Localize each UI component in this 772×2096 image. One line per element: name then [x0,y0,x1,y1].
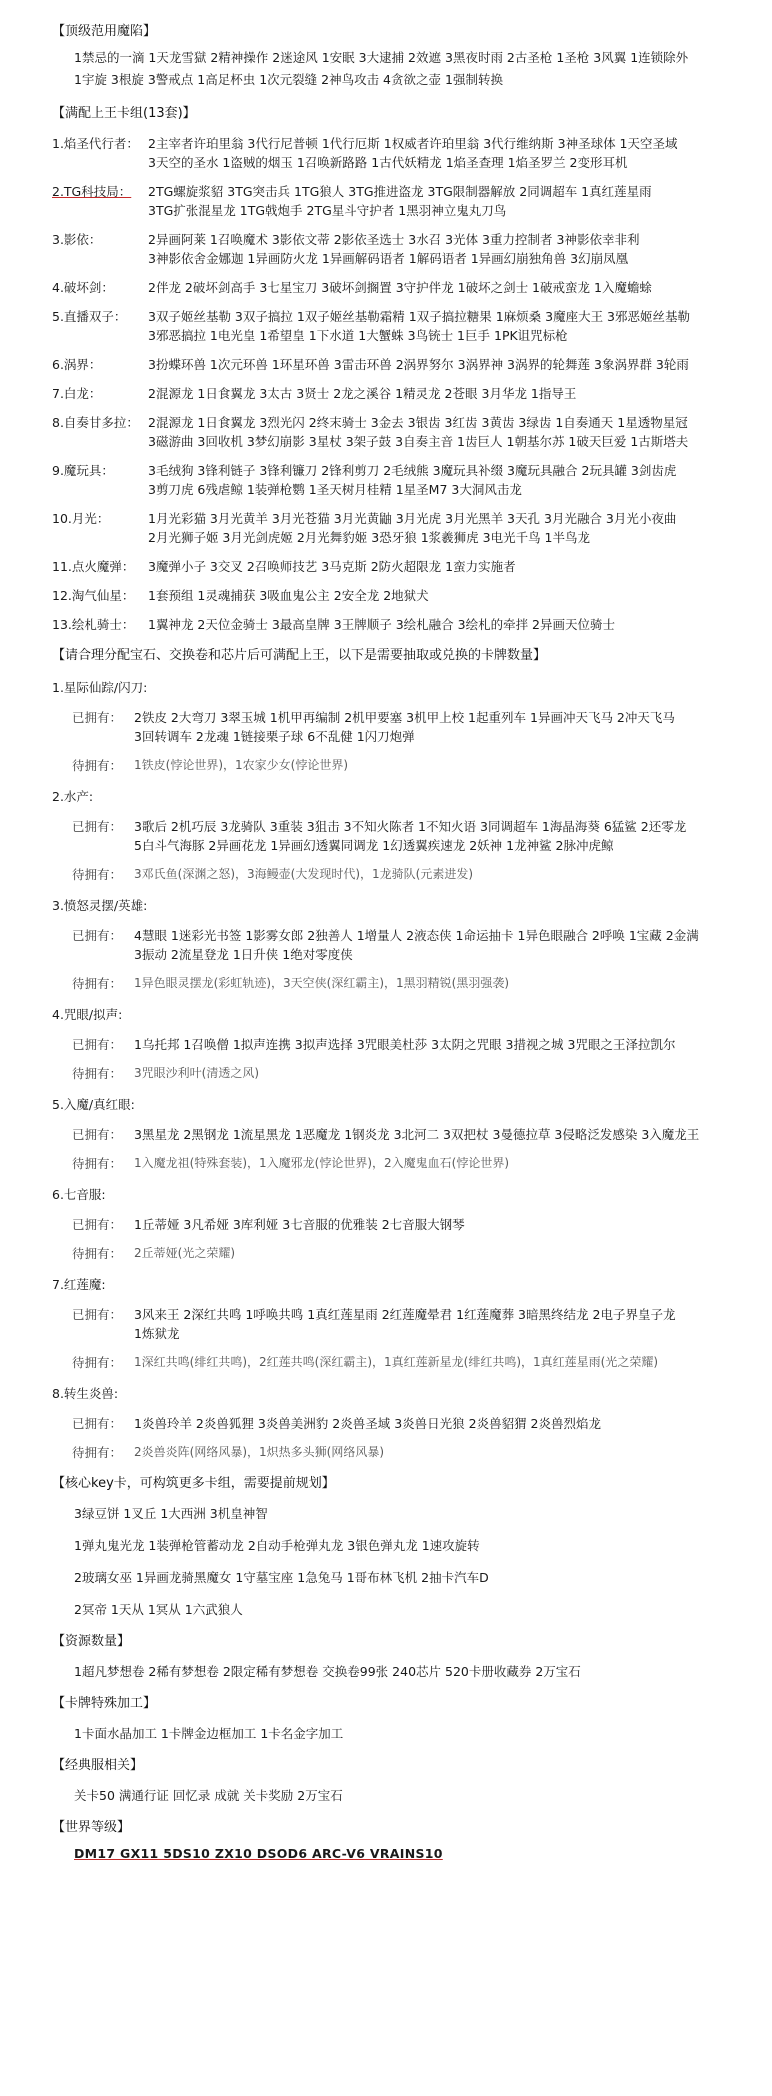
deck-name: 1.焰圣代行者： [52,136,139,151]
deck-name: 9.魔玩具： [52,463,114,478]
category-title: 8.转生炎兽: [52,1386,119,1401]
deck-cards: 3毛绒狗 3锋利链子 3锋利镰刀 2锋利剪刀 2毛绒熊 3魔玩具补缀 3魔玩具融合 2玩具罐 3剑齿虎 [148,463,677,478]
owned-cards: 1乌托邦 1召唤僧 1拟声连携 3拟声选择 3咒眼美杜莎 3太阴之咒眼 3措视之城 3咒眼之王泽拉凯尔 [134,1037,676,1052]
section-title: 【经典服相关】 [52,1758,144,1773]
section-top-traps [52,22,744,90]
section-title: 【卡牌特殊加工】 [52,1696,157,1711]
section-key-cards [52,1474,744,1620]
deck-name: 4.破坏剑： [52,280,114,295]
owned-cards: 3风来王 2深红共鸣 1呼唤共鸣 1真红莲星雨 2红莲魔晕君 1红莲魔葬 3暗黑终结龙 2电子界皇子龙 [134,1307,676,1322]
owned-cards: 1丘蒂娅 3凡希娅 3库利娅 3七音服的优雅装 2七音服大钢琴 [134,1217,465,1232]
wanted-row [52,1244,744,1263]
deck-cards: 3TG扩张混星龙 1TG戟炮手 2TG星斗守护者 1黑羽神立鬼丸刀鸟 [148,203,507,218]
owned-label: 已拥有： [72,1037,123,1052]
wanted-cards: 1深红共鸣(绯红共鸣)，2红莲共鸣(深红霸主)，1真红莲新星龙(绯红共鸣)，1真红莲星雨(光之荣耀) [134,1355,658,1369]
deck-name: 7.白龙： [52,386,102,401]
card-line: 2冥帝 1天从 1冥从 1六武狼人 [74,1602,243,1617]
deck-cards: 2异画阿莱 1召唤魔术 3影依文蒂 2影依圣选士 3水召 3光体 3重力控制者 3神影依幸非利 [148,232,640,247]
category-title: 6.七音服: [52,1187,106,1202]
wanted-label: 待拥有： [72,976,123,991]
wanted-row [52,974,744,993]
owned-cards: 3黑星龙 2黑钢龙 1流星黑龙 1恶魔龙 1钢炎龙 3北河二 3双把杖 3曼德拉草 3侵略泛发感染 3入魔龙王 [134,1127,700,1142]
section-title: 【顶级范用魔陷】 [52,24,157,39]
deck-cards: 3魔弹小子 3交叉 2召唤师技艺 3马克斯 2防火超限龙 1蛮力实施者 [148,559,516,574]
deck-name: 2.TG科技局： [52,184,132,199]
owned-row [52,1215,744,1234]
owned-label: 已拥有： [72,1127,123,1142]
wanted-row [52,756,744,775]
deck-name: 5.直播双子： [52,309,127,324]
owned-label: 已拥有： [72,1217,123,1232]
wanted-label: 待拥有： [72,1355,123,1370]
deck-cards: 2伴龙 2破坏剑高手 3七星宝刀 3破坏剑搁置 3守护伴龙 1破坏之剑士 1破戒蛮龙 1入魔蟾蜍 [148,280,652,295]
owned-cards: 5白斗气海豚 2异画花龙 1异画幻透翼同调龙 1幻透翼疾速龙 2妖神 1龙神鲨 2脉冲虎鲸 [134,838,614,853]
deck-name: 3.影依： [52,232,102,247]
section-world-level [52,1818,744,1864]
deck-cards: 3磁游曲 3回收机 3梦幻崩影 3星杖 3架子鼓 3自奏主音 1齿巨人 1朝基尔苏 1破天巨爱 1古斯塔夫 [148,434,689,449]
deck-cards: 2主宰者许珀里翁 3代行尼普顿 1代行厄斯 1权威者许珀里翁 3代行维纳斯 3神圣球体 1天空圣域 [148,136,678,151]
wanted-row [52,1443,744,1462]
category-title: 2.水产: [52,789,94,804]
deck-row [52,278,744,297]
owned-row [52,708,744,746]
owned-cards: 3回转调车 2龙魂 1链接栗子球 6不乱健 1闪刀炮弹 [134,729,415,744]
deck-row [52,557,744,576]
section-special-processing [52,1694,744,1744]
wanted-label: 待拥有： [72,758,123,773]
deck-cards: 2TG螺旋浆貂 3TG突击兵 1TG狼人 3TG推进盗龙 3TG限制器解放 2同调超车 1真红莲星雨 [148,184,652,199]
wanted-label: 待拥有： [72,1445,123,1460]
owned-label: 已拥有： [72,928,123,943]
category-title: 1.星际仙踪/闪刀: [52,680,148,695]
owned-label: 已拥有： [72,1307,123,1322]
deck-cards: 3神影依舍金娜迦 1异画防火龙 1异画解码语者 1解码语者 1异画幻崩独角兽 3幻崩凤凰 [148,251,629,266]
classic-line: 关卡50 满通行证 回忆录 成就 关卡奖励 2万宝石 [74,1788,343,1803]
section-classic-server [52,1756,744,1806]
resource-line: 1超凡梦想卷 2稀有梦想卷 2限定稀有梦想卷 交换卷99张 240芯片 520卡册收藏券 2万宝石 [74,1664,581,1679]
section-resources [52,1632,744,1682]
deck-row [52,307,744,345]
owned-row [52,817,744,855]
owned-row [52,1125,744,1144]
owned-cards: 3歌后 2机巧辰 3龙骑队 3重装 3狙击 3不知火陈者 1不知火语 3同调超车 1海晶海葵 6猛鲨 2还零龙 [134,819,687,834]
owned-row [52,1035,744,1054]
owned-cards: 1炎兽玲羊 2炎兽狐狸 3炎兽美洲豹 2炎兽圣域 3炎兽日光狼 2炎兽貂猬 2炎兽烈焰龙 [134,1416,602,1431]
deck-row [52,586,744,605]
owned-cards: 3振动 2流星登龙 1日升侠 1绝对零度侠 [134,947,353,962]
deck-cards: 3天空的圣水 1盗贼的烟玉 1召唤新路路 1古代妖精龙 1焰圣查理 1焰圣罗兰 2变形耳机 [148,155,628,170]
card-line: 1宇旋 3根旋 3警戒点 1高足杯虫 1次元裂缝 2神鸟攻击 4贪欲之壶 1强制转换 [74,72,503,87]
wanted-cards: 1铁皮(悖论世界)，1农家少女(悖论世界) [134,758,348,772]
deck-name: 6.涡界： [52,357,102,372]
deck-cards: 3剪刀虎 6残虐鲸 1装弹枪鹦 1圣天树月桂精 1星圣M7 3大洞风击龙 [148,482,522,497]
wanted-label: 待拥有： [72,867,123,882]
owned-label: 已拥有： [72,1416,123,1431]
wanted-label: 待拥有： [72,1246,123,1261]
deck-cards: 1套预组 1灵魂捕获 3吸血鬼公主 2安全龙 2地狱犬 [148,588,429,603]
card-line: 2玻璃女巫 1异画龙骑黑魔女 1守墓宝座 1急兔马 1哥布林飞机 2抽卡汽车D [74,1570,489,1585]
deck-row [52,509,744,547]
section-title: 【世界等级】 [52,1820,131,1835]
section-full-decks [52,104,744,634]
category-title: 3.愤怒灵摆/英雄: [52,898,148,913]
deck-row [52,384,744,403]
owned-row [52,1414,744,1433]
wanted-row [52,1064,744,1083]
deck-name: 10.月光： [52,511,110,526]
wanted-row [52,1154,744,1173]
category-title: 5.入魔/真红眼: [52,1097,135,1112]
deck-row [52,615,744,634]
deck-cards: 3双子姬丝基勒 3双子搞拉 1双子姬丝基勒霜精 1双子搞拉糖果 1麻烦桑 3魔座大王 3邪恶姬丝基勒 [148,309,691,324]
owned-cards: 4慧眼 1迷彩光书签 1影雾女郎 2独善人 1增量人 2液态侠 1命运抽卡 1异色眼融合 2呼唤 1宝藏 2金满 [134,928,699,943]
deck-name: 11.点火魔弹： [52,559,135,574]
card-line: 1弹丸鬼光龙 1装弹枪管蓄动龙 2自动手枪弹丸龙 3银色弹丸龙 1速攻旋转 [74,1538,480,1553]
owned-row [52,1305,744,1343]
deck-name: 12.淘气仙星： [52,588,135,603]
deck-row [52,134,744,172]
owned-cards: 2铁皮 2大弯刀 3翠玉城 1机甲再编制 2机甲要塞 3机甲上校 1起重列车 1异画冲天飞马 2冲天飞马 [134,710,675,725]
section-title: 【请合理分配宝石、交换卷和芯片后可满配上王，以下是需要抽取或兑换的卡牌数量】 [52,648,547,663]
processing-line: 1卡面水晶加工 1卡牌金边框加工 1卡名金字加工 [74,1726,344,1741]
owned-label: 已拥有： [72,819,123,834]
deck-cards: 3邪恶搞拉 1电光皇 1希望皇 1下水道 1大蟹蛛 3鸟铳士 1巨手 1PK诅咒标枪 [148,328,568,343]
deck-name: 13.绘札骑士： [52,617,135,632]
deck-row [52,355,744,374]
wanted-cards: 3咒眼沙利叶(清透之风) [134,1066,259,1080]
deck-row [52,413,744,451]
wanted-cards: 2丘蒂娅(光之荣耀) [134,1246,235,1260]
section-title: 【资源数量】 [52,1634,131,1649]
owned-row [52,926,744,964]
wanted-cards: 2炎兽炎阵(网络风暴)，1炽热多头狮(网络风暴) [134,1445,384,1459]
section-title: 【核心key卡，可构筑更多卡组，需要提前规划】 [52,1476,335,1491]
wanted-cards: 3邓氏鱼(深渊之怒)，3海鳗壶(大发现时代)，1龙骑队(元素进发) [134,867,473,881]
wanted-cards: 1异色眼灵摆龙(彩虹轨迹)，3天空侠(深红霸主)，1黑羽精锐(黑羽强袭) [134,976,509,990]
owned-label: 已拥有： [72,710,123,725]
owned-cards: 1炼狱龙 [134,1326,180,1341]
section-distribution [52,646,744,1462]
wanted-row [52,865,744,884]
card-line: 1禁忌的一滴 1天龙雪獄 2精神操作 2迷途风 1安眠 3大逮捕 2效遮 3黑夜时雨 2古圣枪 1圣枪 3风翼 1连锁除外 [74,50,689,65]
card-line: 3绿豆饼 1叉丘 1大西洲 3机皇神智 [74,1506,268,1521]
deck-cards: 2月光狮子姬 3月光剑虎姬 2月光舞豹姬 3恐牙狼 1浆羲狮虎 3电光千鸟 1半鸟龙 [148,530,591,545]
category-title: 4.咒眼/拟声: [52,1007,123,1022]
category-title: 7.红莲魔: [52,1277,106,1292]
wanted-label: 待拥有： [72,1156,123,1171]
section-title: 【满配上王卡组(13套)】 [52,106,196,121]
deck-name: 8.自奏甘多拉： [52,415,139,430]
deck-cards: 2混源龙 1日食翼龙 3太古 3贤士 2龙之溪谷 1精灵龙 2苍眼 3月华龙 1指导王 [148,386,577,401]
wanted-label: 待拥有： [72,1066,123,1081]
deck-cards: 2混源龙 1日食翼龙 3烈光闪 2终末骑士 3金去 3银齿 3红齿 3黄齿 3绿齿 1自奏通天 1星透物星冠 [148,415,688,430]
world-level-value: DM17 GX11 5DS10 ZX10 DSOD6 ARC-V6 VRAINS10 [74,1846,443,1861]
deck-row [52,461,744,499]
deck-cards: 3扮蝶环兽 1次元环兽 1环星环兽 3雷击环兽 2涡界努尔 3涡界神 3涡界的轮舞莲 3象涡界群 3轮雨 [148,357,689,372]
deck-row [52,230,744,268]
deck-row [52,182,744,220]
wanted-cards: 1入魔龙祖(特殊套装)，1入魔邪龙(悖论世界)，2入魔鬼血石(悖论世界) [134,1156,509,1170]
deck-cards: 1月光彩猫 3月光黄羊 3月光苍猫 3月光黄鼬 3月光虎 3月光黑羊 3天孔 3月光融合 3月光小夜曲 [148,511,677,526]
deck-cards: 1翼神龙 2天位金骑士 3最高皇牌 3王牌顺子 3绘札融合 3绘札的牵拌 2异画天位骑士 [148,617,616,632]
wanted-row [52,1353,744,1372]
